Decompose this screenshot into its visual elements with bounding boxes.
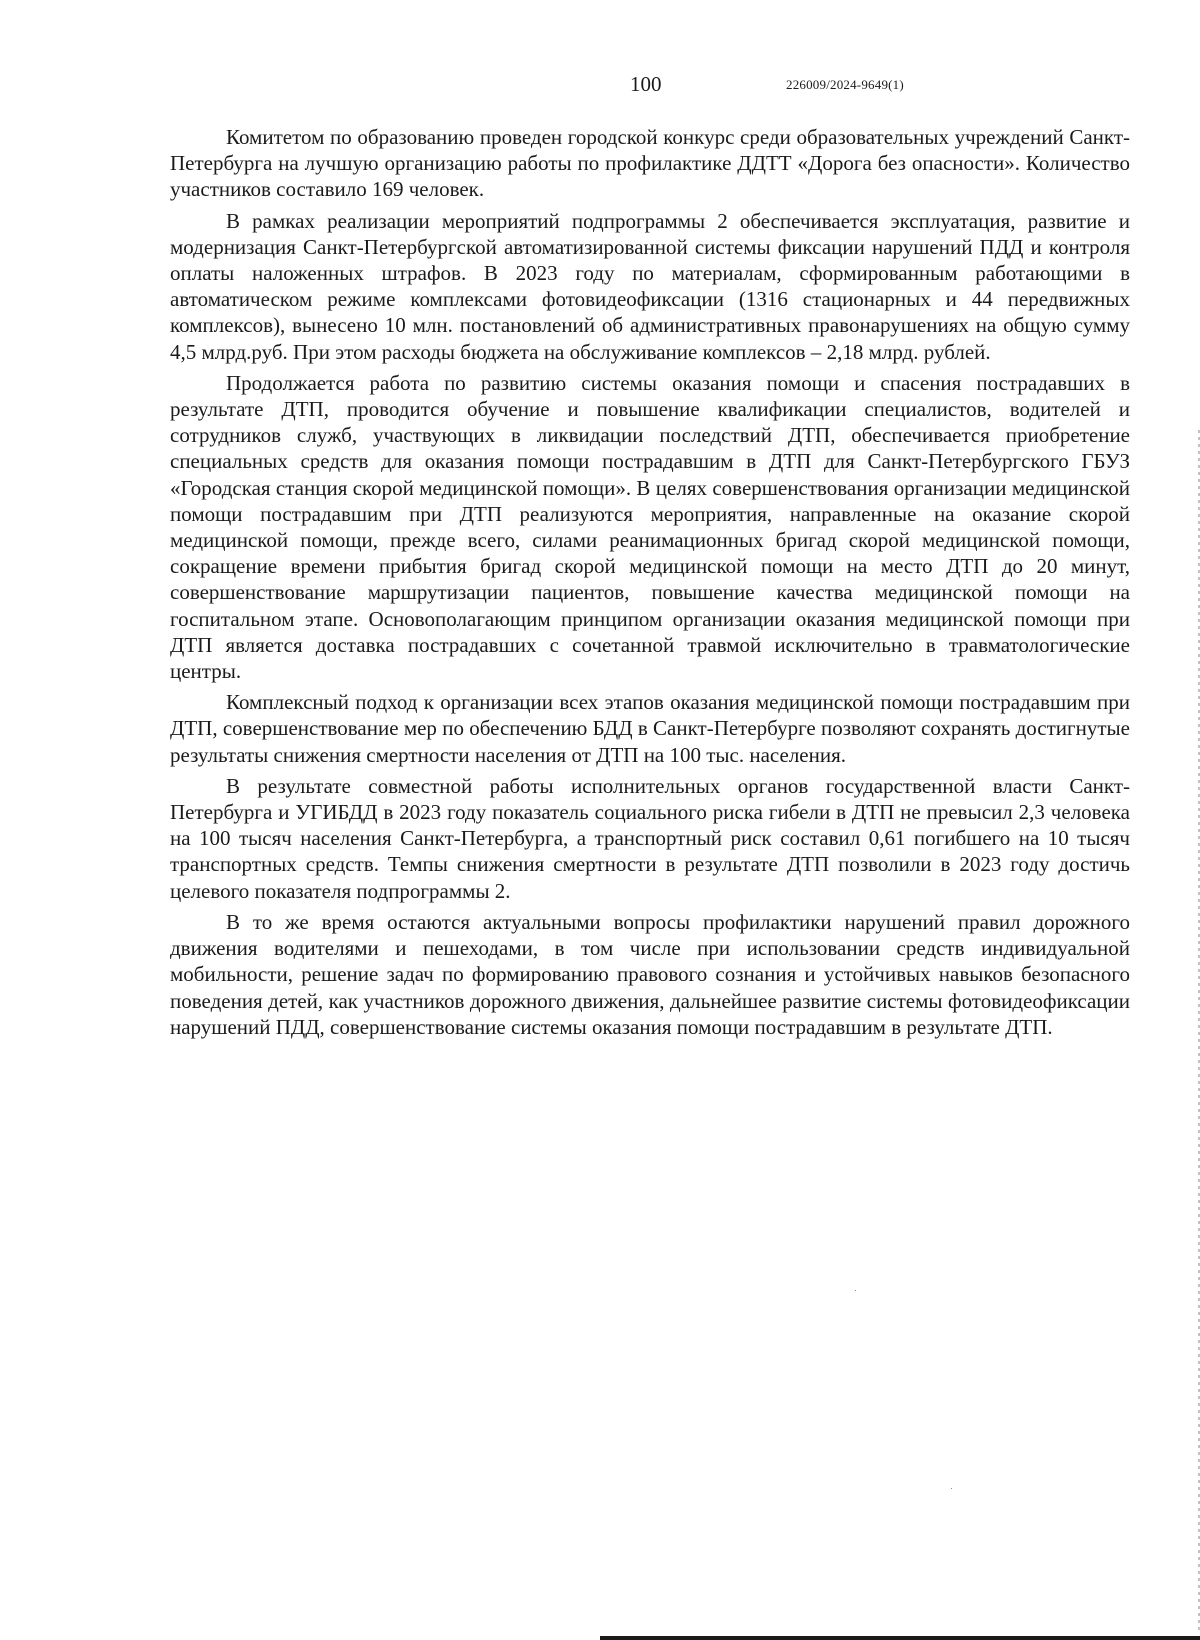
paragraph-photo-enforcement: В рамках реализации мероприятий подпрограммы 2 обеспечивается эксплуатация, развитие и модернизация Санкт-Петербургской автоматизированной системы фиксации нарушений ПДД и контроля оплаты наложенных штрафов. В 2023 году по материалам, сформированным работающими в автоматическом режиме комплексами фотовидеофиксации (1316 стационарных и 44 передвижных комплексов), вынесено 10 млн. постановлений об административных правонарушениях на общую сумму 4,5 млрд.руб. При этом расходы бюджета на обслуживание комплексов – 2,18 млрд. рублей. bbox=[170, 208, 1130, 364]
paragraph-open-issues: В то же время остаются актуальными вопросы профилактики нарушений правил дорожного движения водителями и пешеходами, в том числе при использовании средств индивидуальной мобильности, решение задач по формированию правового сознания и устойчивых навыков безопасного поведения детей, как участников дорожного движения, дальнейшее развитие системы фотовидеофиксации нарушений ПДД, совершенствование системы оказания помощи пострадавшим в результате ДТП. bbox=[170, 909, 1130, 1039]
paragraph-medical-help: Продолжается работа по развитию системы оказания помощи и спасения пострадавших в результате ДТП, проводится обучение и повышение квалификации специалистов, водителей и сотрудников служб, участвующих в ликвидации последствий ДТП, обеспечивается приобретение специальных средств для оказания помощи пострадавшим в ДТП для Санкт-Петербургского ГБУЗ «Городская станция скорой медицинской помощи». В целях совершенствования организации медицинской помощи пострадавшим при ДТП реализуются мероприятия, направленные на оказание скорой медицинской помощи, прежде всего, силами реанимационных бригад скорой медицинской помощи, сокращение времени прибытия бригад скорой медицинской помощи на место ДТП до 20 минут, совершенствование маршрутизации пациентов, повышение качества медицинской помощи на госпитальном этапе. Основополагающим принципом организации оказания медицинской помощи при ДТП является доставка пострадавших с сочетанной травмой исключительно в травматологические центры. bbox=[170, 370, 1130, 684]
document-code: 226009/2024-9649(1) bbox=[786, 77, 904, 92]
scan-bottom-edge bbox=[600, 1636, 1200, 1640]
document-body bbox=[170, 124, 1130, 1045]
scan-speck bbox=[855, 1290, 856, 1291]
page-header bbox=[0, 70, 1200, 100]
paragraph-complex-approach: Комплексный подход к организации всех этапов оказания медицинской помощи пострадавшим при ДТП, совершенствование мер по обеспечению БДД в Санкт-Петербурге позволяют сохранять достигнутые результаты снижения смертности населения от ДТП на 100 тыс. населения. bbox=[170, 690, 1130, 767]
scan-speck bbox=[951, 1488, 952, 1489]
page-number: 100 bbox=[630, 72, 662, 96]
paragraph-contest: Комитетом по образованию проведен городской конкурс среди образовательных учреждений Санкт-Петербурга на лучшую организацию работы по профилактике ДДТТ «Дорога без опасности». Количество участников составило 169 человек. bbox=[170, 125, 1130, 202]
paragraph-results-2023: В результате совместной работы исполнительных органов государственной власти Санкт-Петербурга и УГИБДД в 2023 году показатель социального риска гибели в ДТП не превысил 2,3 человека на 100 тысяч населения Санкт-Петербурга, а транспортный риск составил 0,61 погибшего на 10 тысяч транспортных средств. Темпы снижения смертности в результате ДТП позволили в 2023 году достичь целевого показателя подпрограммы 2. bbox=[170, 773, 1130, 903]
